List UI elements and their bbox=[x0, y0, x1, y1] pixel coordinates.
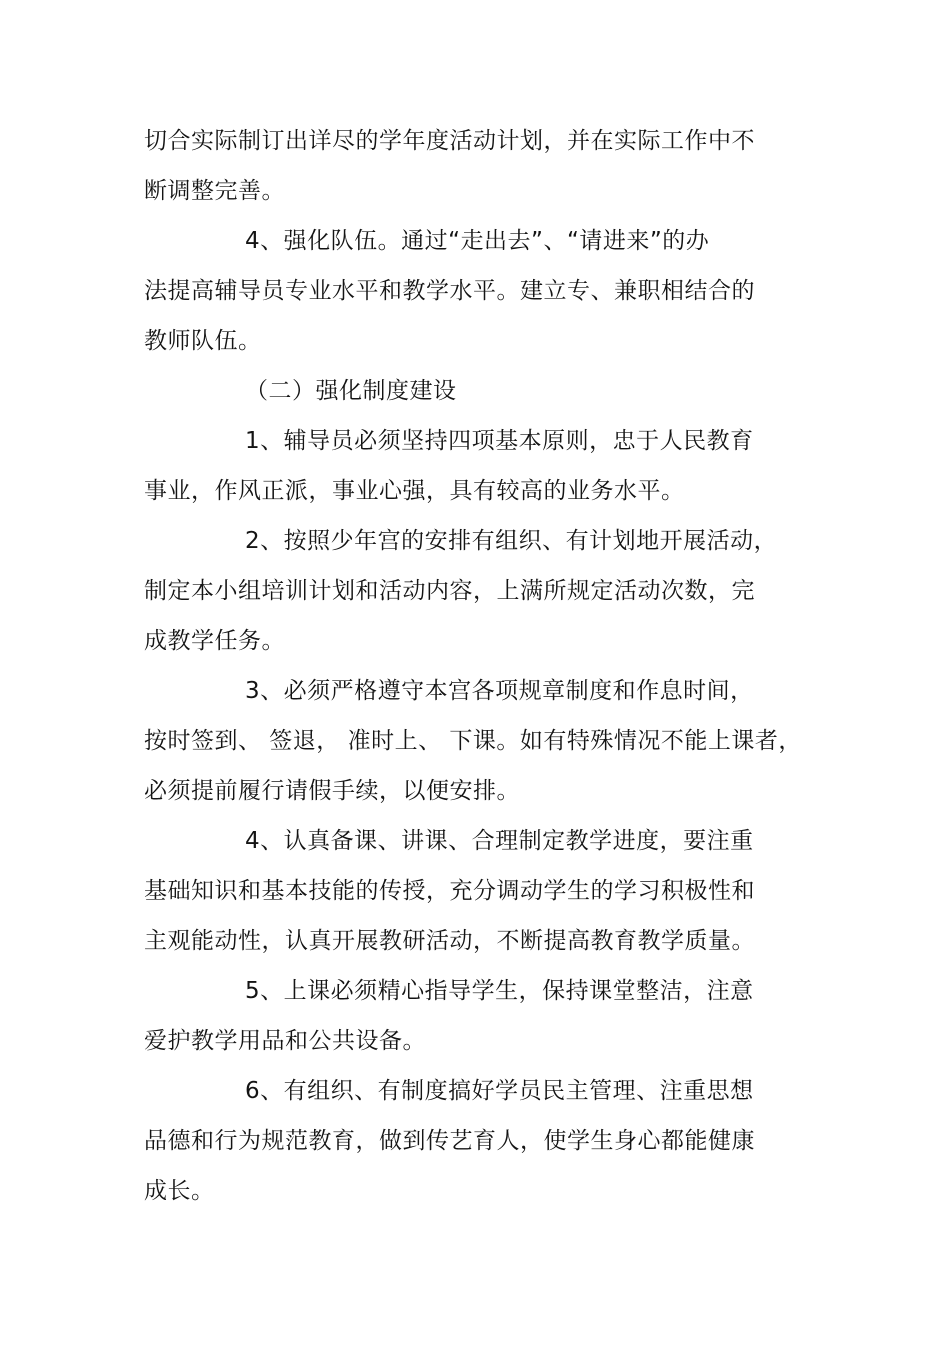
paragraph-line: 主观能动性，认真开展教研活动，不断提高教育教学质量。 bbox=[144, 928, 755, 954]
paragraph-line: 4、认真备课、讲课、合理制定教学进度，要注重 bbox=[245, 828, 754, 854]
paragraph-line: 1、辅导员必须坚持四项基本原则，忠于人民教育 bbox=[245, 428, 754, 454]
paragraph-line: 4、强化队伍。通过“走出去”、“请进来”的办 bbox=[245, 228, 710, 254]
paragraph-line: 断调整完善。 bbox=[144, 178, 285, 204]
paragraph-line: 2、按照少年宫的安排有组织、有计划地开展活动， bbox=[245, 528, 778, 554]
paragraph-line: 制定本小组培训计划和活动内容，上满所规定活动次数，完 bbox=[144, 578, 755, 604]
paragraph-line: 教师队伍。 bbox=[144, 328, 262, 354]
paragraph-line: 切合实际制订出详尽的学年度活动计划，并在实际工作中不 bbox=[144, 128, 755, 154]
paragraph-line: 按时签到、 签退， 准时上、 下课。如有特殊情况不能上课者， bbox=[144, 728, 802, 754]
paragraph-line: 5、上课必须精心指导学生，保持课堂整洁，注意 bbox=[245, 978, 754, 1004]
paragraph-line: 必须提前履行请假手续，以便安排。 bbox=[144, 778, 520, 804]
paragraph-line: 法提高辅导员专业水平和教学水平。建立专、兼职相结合的 bbox=[144, 278, 755, 304]
paragraph-line: 品德和行为规范教育，做到传艺育人，使学生身心都能健康 bbox=[144, 1128, 755, 1154]
section-heading: （二）强化制度建设 bbox=[245, 378, 457, 404]
paragraph-line: 事业，作风正派，事业心强，具有较高的业务水平。 bbox=[144, 478, 685, 504]
paragraph-line: 爱护教学用品和公共设备。 bbox=[144, 1028, 426, 1054]
paragraph-line: 成教学任务。 bbox=[144, 628, 285, 654]
paragraph-line: 成长。 bbox=[144, 1178, 215, 1204]
paragraph-line: 6、有组织、有制度搞好学员民主管理、注重思想 bbox=[245, 1078, 754, 1104]
paragraph-line: 基础知识和基本技能的传授，充分调动学生的学习积极性和 bbox=[144, 878, 755, 904]
paragraph-line: 3、必须严格遵守本宫各项规章制度和作息时间， bbox=[245, 678, 754, 704]
